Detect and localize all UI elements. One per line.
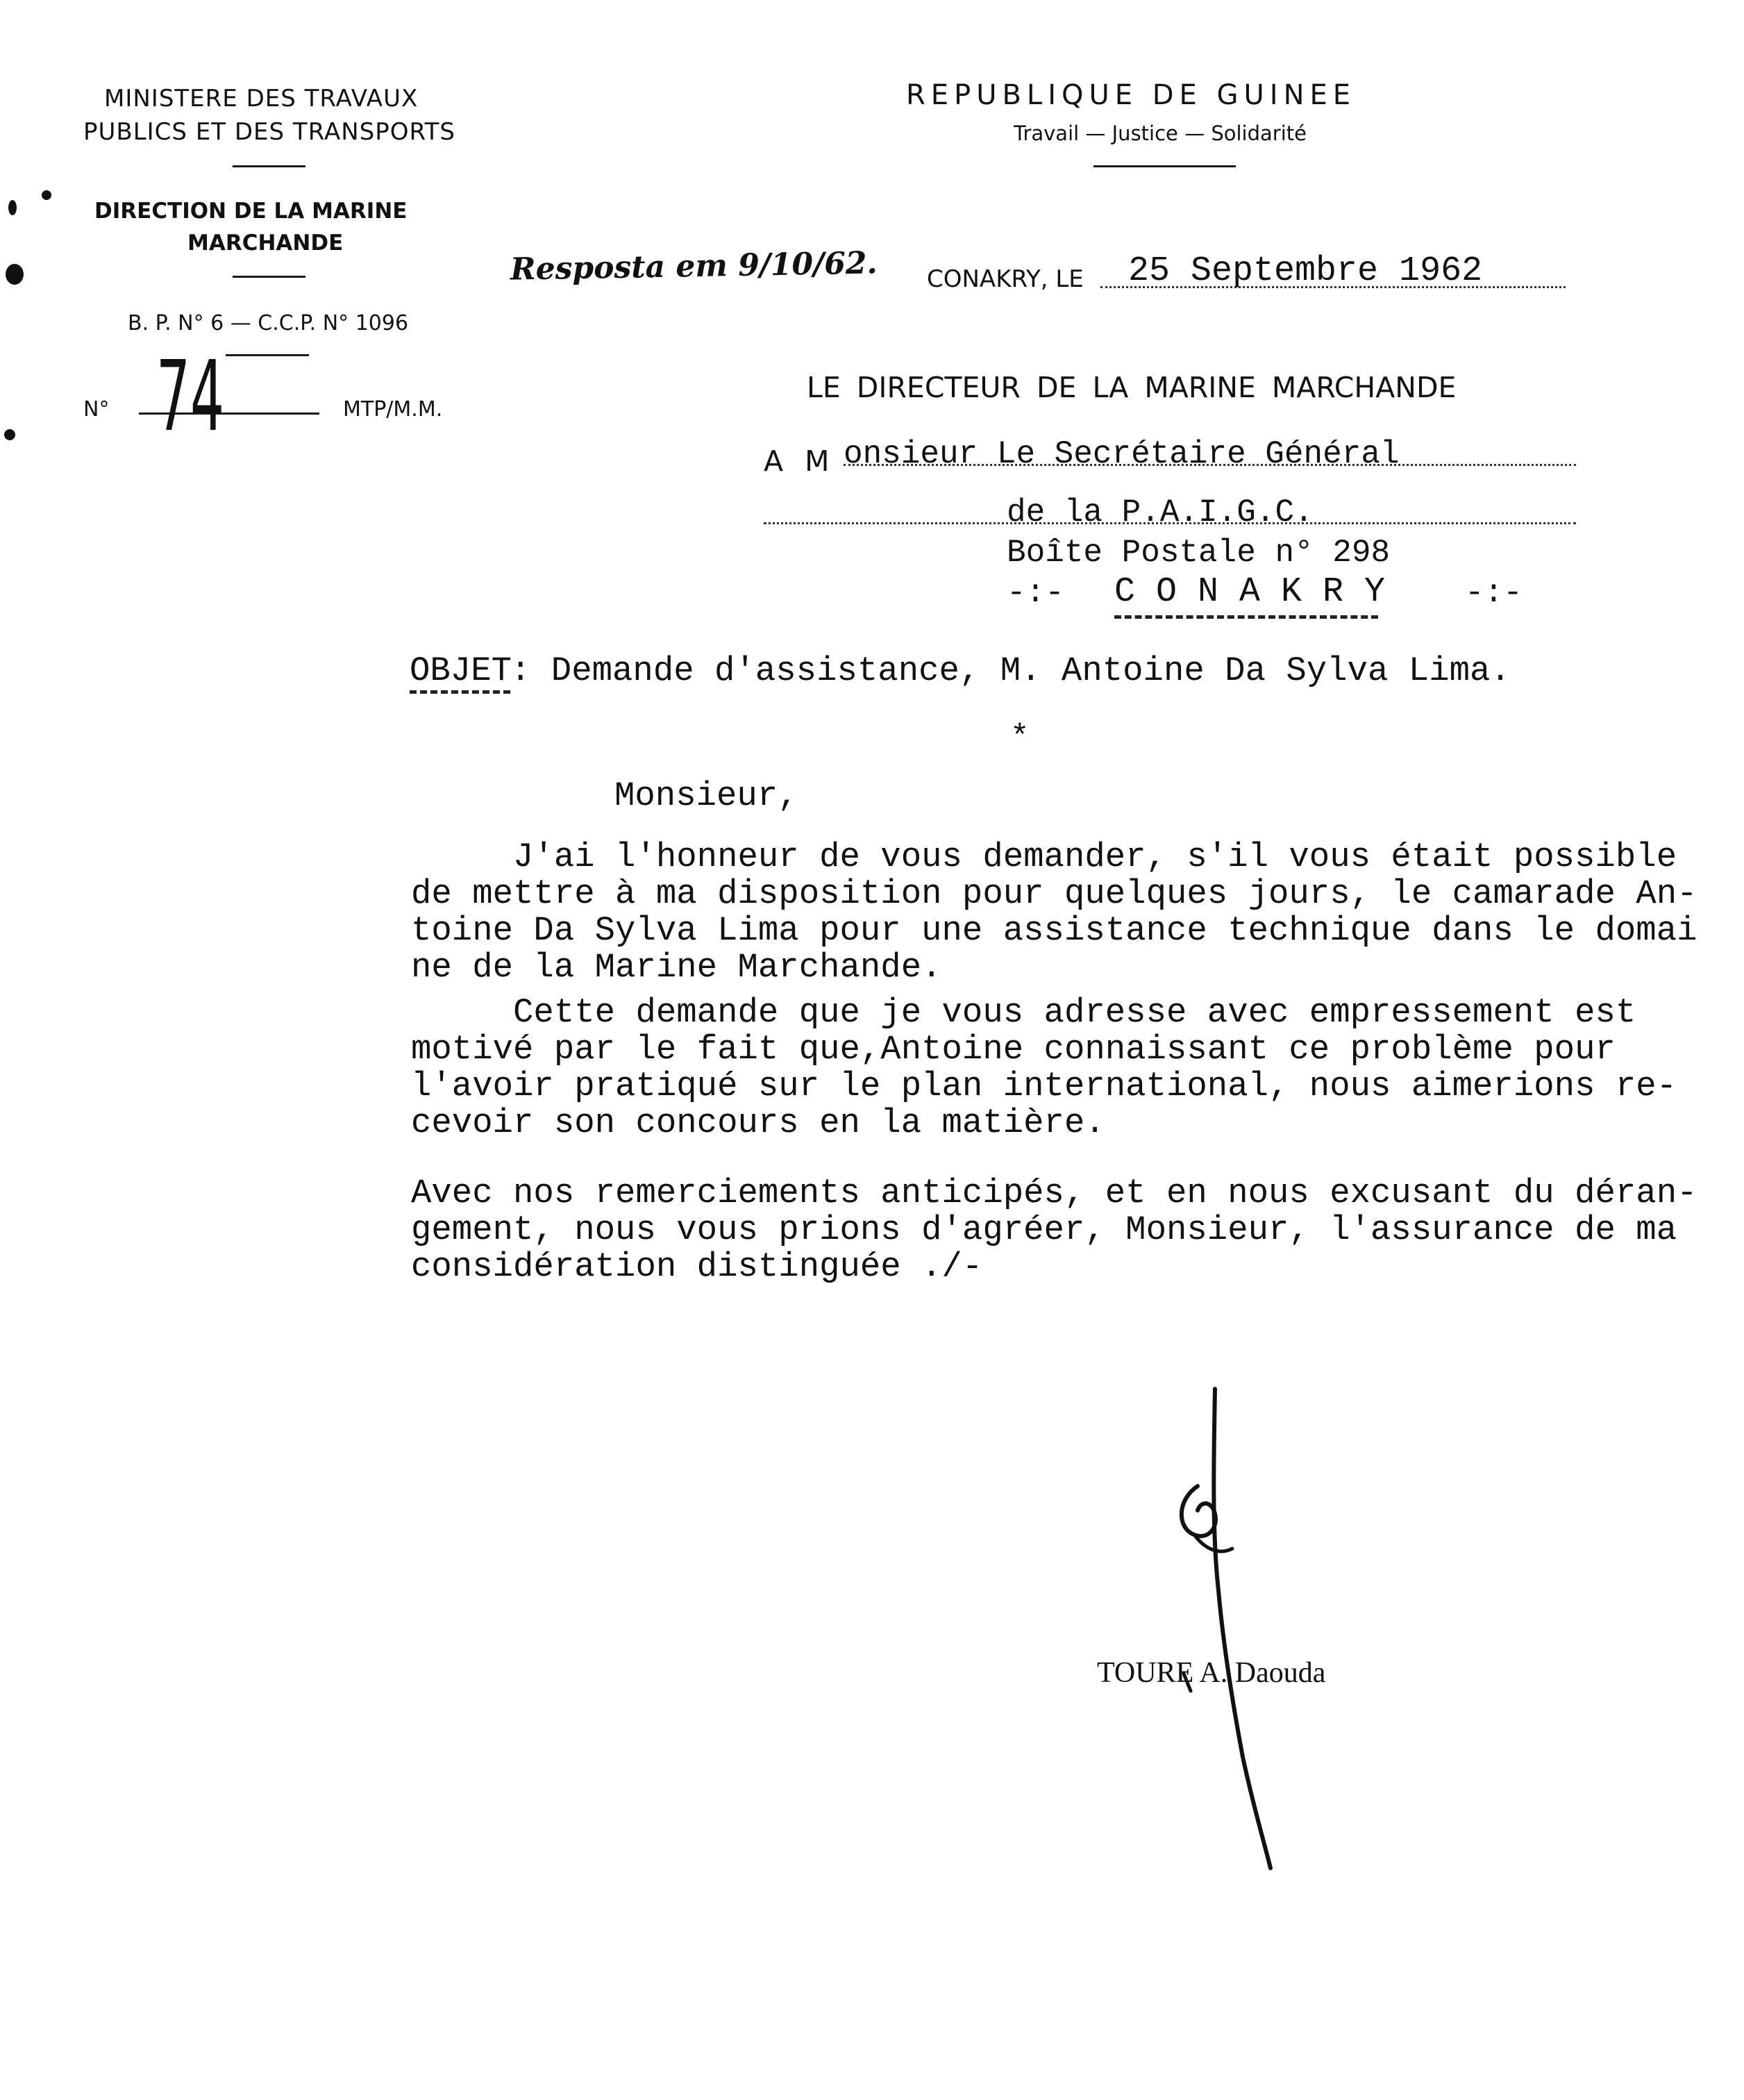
recipient-city-right: -:- bbox=[1465, 575, 1523, 611]
divider-ministry bbox=[233, 165, 305, 167]
punch-mark-3 bbox=[4, 429, 15, 440]
body-paragraph-3: Avec nos remerciements anticipés, et en nous excusant du déran- gement, nous vous prions d'agréer, Monsieur, l'assurance de ma considération distinguée ./- bbox=[411, 1174, 1697, 1286]
reference-suffix: MTP/M.M. bbox=[343, 397, 443, 422]
reference-prefix: N° bbox=[83, 397, 110, 422]
recipient-city-left: -:- bbox=[1007, 575, 1064, 611]
handwritten-signature bbox=[1166, 1382, 1319, 1882]
handwritten-note: Resposta em 9/10/62. bbox=[510, 245, 878, 288]
ministry-line-1: MINISTERE DES TRAVAUX bbox=[104, 85, 419, 112]
divider-republic bbox=[1093, 165, 1236, 167]
punch-mark-2 bbox=[8, 200, 17, 215]
date-value: 25 Septembre 1962 bbox=[1128, 251, 1483, 291]
body-paragraph-1: J'ai l'honneur de vous demander, s'il vous était possible de mettre à ma disposition pour quelques jours, le camarade An- toine Da Sylva Lima pour une assistance technique dans le domai ne de la Marine Marchande. bbox=[411, 838, 1697, 987]
postal-box: B. P. N° 6 — C.C.P. N° 1096 bbox=[128, 311, 409, 335]
republic-name: REPUBLIQUE DE GUINEE bbox=[906, 79, 1357, 111]
recipient-city-underline bbox=[1114, 615, 1378, 619]
direction-line-1: DIRECTION DE LA MARINE bbox=[94, 199, 408, 224]
ministry-line-2: PUBLICS ET DES TRANSPORTS bbox=[83, 118, 455, 146]
punch-mark-4 bbox=[42, 190, 51, 200]
subject-label: OBJET bbox=[410, 651, 512, 690]
recipient-line-2: de la P.A.I.G.C. bbox=[1007, 494, 1314, 531]
reference-line-top bbox=[226, 354, 309, 356]
date-prefix: CONAKRY, LE bbox=[927, 265, 1084, 293]
punch-mark-1 bbox=[6, 264, 24, 285]
sender: LE DIRECTEUR DE LA MARINE MARCHANDE bbox=[807, 371, 1457, 404]
subject-label-underline bbox=[410, 690, 510, 694]
salutation: Monsieur, bbox=[614, 776, 798, 815]
subject-text: : Demande d'assistance, M. Antoine Da Sylva Lima. bbox=[510, 651, 1511, 690]
recipient-line-1: onsieur Le Secrétaire Général bbox=[844, 436, 1400, 472]
recipient-city: C O N A K R Y bbox=[1114, 572, 1386, 612]
direction-line-2: MARCHANDE bbox=[187, 231, 344, 256]
recipient-prefix: A M bbox=[764, 444, 830, 478]
asterisk-separator: * bbox=[1010, 719, 1030, 756]
signatory-name: TOURE A. Daouda bbox=[1097, 1657, 1326, 1689]
republic-motto: Travail — Justice — Solidarité bbox=[1014, 122, 1307, 145]
divider-direction bbox=[233, 276, 305, 278]
body-paragraph-2: Cette demande que je vous adresse avec empressement est motivé par le fait que,Antoine connaissant ce problème pour l'avoir pratiqué sur le plan international, nous aimerions re- cevoir son concours en la matière. bbox=[411, 993, 1677, 1142]
reference-number: 74 bbox=[156, 340, 224, 453]
recipient-line-3: Boîte Postale n° 298 bbox=[1007, 535, 1391, 571]
